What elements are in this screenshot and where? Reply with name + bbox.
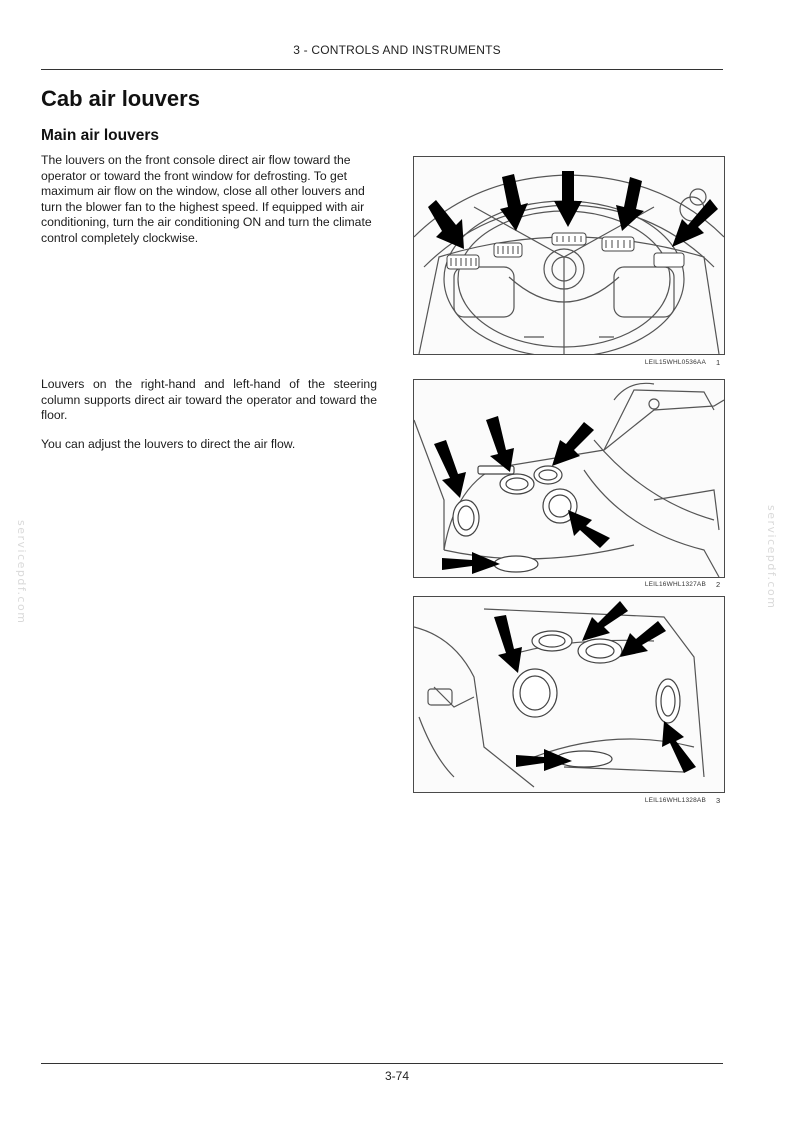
- arrow-icon: [516, 749, 572, 771]
- header-rule: [41, 69, 723, 70]
- steering-column-right-illustration: [414, 597, 724, 792]
- arrow-icon: [568, 510, 610, 548]
- section-header: 3 - CONTROLS AND INSTRUMENTS: [293, 43, 501, 57]
- figure-3-number: 3: [716, 796, 721, 805]
- paragraph-adjust: You can adjust the louvers to direct the air flow.: [41, 437, 296, 451]
- page-number: 3-74: [384, 1069, 410, 1083]
- arrow-icon: [428, 200, 464, 249]
- section-subtitle: Main air louvers: [41, 127, 160, 144]
- figure-2-code: LEIL16WHL1327AB: [644, 581, 706, 588]
- arrow-icon: [552, 422, 594, 466]
- figure-1-number: 1: [716, 358, 721, 367]
- arrow-icon: [554, 171, 582, 227]
- steering-column-left-illustration: [414, 380, 724, 577]
- paragraph-front-console: The louvers on the front console direct air flow toward the operator or toward the front window for defrosting. To get maximum air flow on the window, close all other louvers and turn the blower fan to the highest speed. If equipped with air conditioning, turn the air conditioning ON and turn the climate control completely clockwise.: [41, 153, 372, 245]
- paragraph-steering-column: Louvers on the right-hand and left-hand of the steering column supports direct air toward the operator and toward the floor.: [41, 377, 377, 422]
- arrow-icon: [582, 601, 628, 641]
- footer-rule: [41, 1063, 723, 1064]
- figure-front-console-louvers: [413, 156, 725, 355]
- figure-3-code: LEIL16WHL1328AB: [644, 797, 706, 804]
- arrow-icon: [616, 177, 644, 231]
- figure-2-number: 2: [716, 580, 721, 589]
- front-console-illustration: [414, 157, 724, 354]
- arrow-icon: [662, 721, 696, 773]
- watermark-left: servicepdf.com: [15, 520, 28, 625]
- figure-1-code: LEIL15WHL0536AA: [644, 359, 706, 366]
- arrow-icon: [672, 199, 718, 247]
- arrow-icon: [494, 615, 522, 673]
- page-title: Cab air louvers: [41, 86, 200, 111]
- watermark-right: servicepdf.com: [765, 505, 778, 610]
- figure-steering-column-left-louvers: [413, 379, 725, 578]
- arrow-icon: [434, 440, 466, 498]
- arrow-icon: [620, 621, 666, 657]
- arrow-icon: [486, 416, 514, 472]
- figure-steering-column-right-louvers: [413, 596, 725, 793]
